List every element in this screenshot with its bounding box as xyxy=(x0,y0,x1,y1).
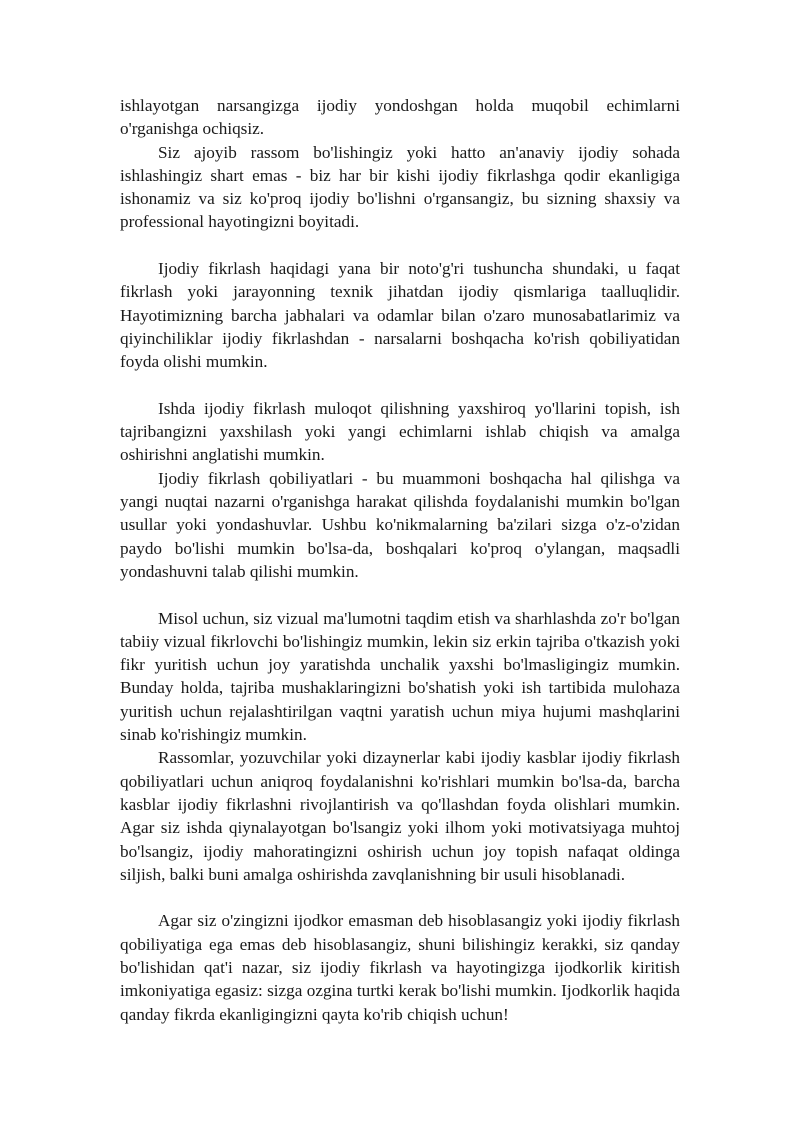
paragraph-2: Siz ajoyib rassom bo'lishingiz yoki hatto an'anaviy ijodiy sohada ishlashingiz shart emas - biz har bir kishi ijodiy fikrlashga qodir ekanligiga ishonamiz va siz ko'proq ijodiy bo'lishni o'rgansangiz, bu sizning shaxsiy va professional hayotingizni boyitadi. xyxy=(120,142,680,232)
paragraph-gap xyxy=(120,583,680,606)
paragraph-8: Agar siz o'zingizni ijodkor emasman deb hisoblasangiz yoki ijodiy fikrlash qobiliyatiga ega emas deb hisoblasangiz, shuni bilishingiz kerakki, siz qanday bo'lishidan qat'i nazar, siz ijodiy fikrlash va hayotingizga ijodkorlik kiritish imkoniyatiga egasiz: sizga ozgina turtki kerak bo'lishi mumkin. Ijodkorlik haqida qanday fikrda ekanligingizni qayta ko'rib chiqish uchun! xyxy=(120,911,680,1024)
paragraph-5: Ijodiy fikrlash qobiliyatlari - bu muammoni boshqacha hal qilishga va yangi nuqtai nazarni o'rganishga harakat qilishda foydalanishi mumkin bo'lgan usullar yoki yondashuvlar. Ushbu ko'nikmalarning ba'zilari sizga o'z-o'zidan paydo bo'lishi mumkin bo'lsa-da, boshqalari ko'proq o'ylangan, maqsadli yondashuvni talab qilishi mumkin. xyxy=(120,468,680,581)
paragraph-gap xyxy=(120,886,680,909)
paragraph-gap xyxy=(120,234,680,257)
paragraph-3: Ijodiy fikrlash haqidagi yana bir noto'g'ri tushuncha shundaki, u faqat fikrlash yoki jarayonning texnik jihatdan ijodiy qismlariga taalluqlidir. Hayotimizning barcha jabhalari va odamlar bilan o'zaro munosabatlarimiz va qiyinchiliklar ijodiy fikrlashdan - narsalarni boshqacha ko'rish qobiliyatidan foyda olishi mumkin. xyxy=(120,259,680,372)
paragraph-4: Ishda ijodiy fikrlash muloqot qilishning yaxshiroq yo'llarini topish, ish tajribangizni yaxshilash yoki yangi echimlarni ishlab chiqish va amalga oshirishni anglatishi mumkin. xyxy=(120,398,680,465)
paragraph-7: Rassomlar, yozuvchilar yoki dizaynerlar kabi ijodiy kasblar ijodiy fikrlash qobiliyatlari uchun aniqroq foydalanishni ko'rishlari mumkin bo'lsa-da, barcha kasblar ijodiy fikrlashni rivojlantirish va qo'llashdan foyda olishlari mumkin. Agar siz ishda qiynalayotgan bo'lsangiz yoki ilhom yoki motivatsiyaga muhtoj bo'lsangiz, ijodiy mahoratingizni oshirish uchun joy topish nafaqat oldinga siljish, balki buni amalga oshirishda zavqlanishning bir usuli hisoblanadi. xyxy=(120,748,680,884)
document-body xyxy=(120,94,680,1026)
paragraph-6: Misol uchun, siz vizual ma'lumotni taqdim etish va sharhlashda zo'r bo'lgan tabiiy vizual fikrlovchi bo'lishingiz mumkin, lekin siz erkin tajriba o'tkazish yoki fikr yuritish uchun joy yaratishda unchalik yaxshi bo'lmasligingiz mumkin. Bunday holda, tajriba mushaklaringizni bo'shatish yoki ish tartibida mulohaza yuritish uchun rejalashtirilgan vaqtni yaratish uchun miya hujumi mashqlarini sinab ko'rishingiz mumkin. xyxy=(120,608,680,745)
paragraph-1: ishlayotgan narsangizga ijodiy yondoshgan holda muqobil echimlarni o'rganishga ochiqsiz. xyxy=(120,96,680,139)
paragraph-gap xyxy=(120,374,680,397)
